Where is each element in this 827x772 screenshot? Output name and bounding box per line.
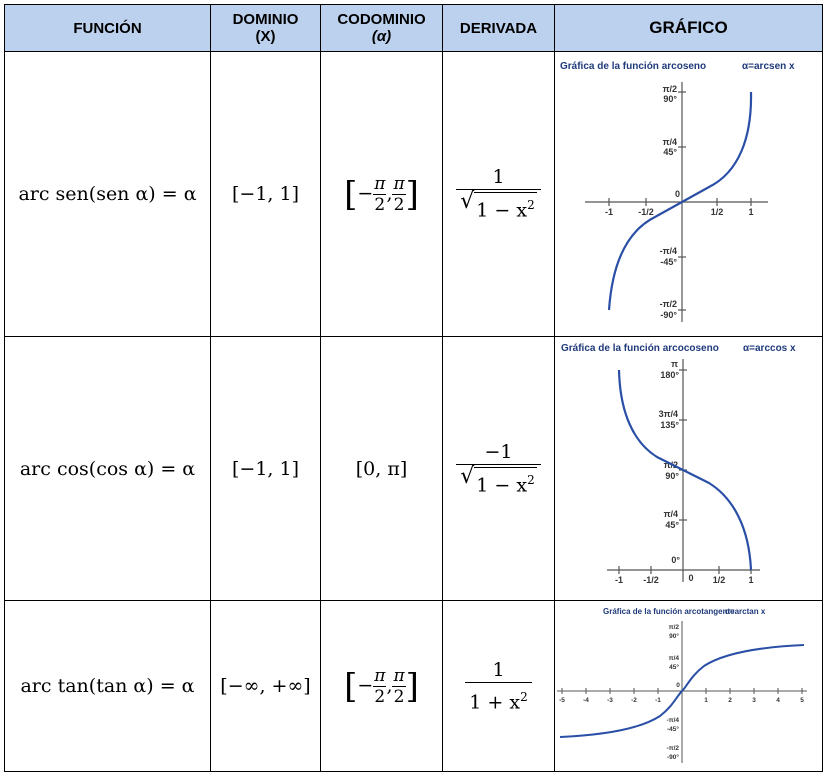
graph-formula: α=arccos x — [743, 343, 796, 354]
x-label: -5 — [559, 697, 565, 704]
x-label: 0 — [676, 682, 680, 689]
funcion-cell: arc sen(sen α) = α — [5, 52, 211, 337]
inverse-trig-table — [4, 4, 823, 772]
derivada-cell: −1 √ $1 - x^2$ — [443, 337, 555, 601]
header-grafico: GRÁFICO — [555, 5, 823, 52]
arcsin-graph — [555, 52, 822, 331]
x-label: 1/2 — [712, 575, 726, 585]
x-label: -4 — [583, 697, 589, 704]
arcsin-curve — [609, 92, 754, 310]
y-label: π/2 — [668, 624, 679, 631]
dominio-cell: [−1, 1] — [211, 337, 321, 601]
y-label: 90° — [669, 633, 679, 640]
y-label: π/4 — [662, 137, 677, 147]
header-funcion: FUNCIÓN — [5, 5, 211, 52]
y-label: 90° — [665, 471, 679, 481]
grafico-cell — [555, 601, 823, 772]
x-label: 1 — [748, 207, 754, 217]
funcion-cell: arc cos(cos α) = α — [5, 337, 211, 601]
graph-formula: α=arcsen x — [742, 61, 795, 72]
funcion-cell: arc tan(tan α) = α — [5, 601, 211, 772]
y-label: 180° — [660, 370, 679, 380]
graph-title: Gráfica de la función arcocoseno — [561, 343, 719, 354]
x-label: 1/2 — [710, 207, 724, 217]
grafico-cell — [555, 52, 823, 337]
y-label: 90° — [663, 94, 677, 104]
arccos-graph — [555, 337, 822, 595]
y-label: -45° — [667, 726, 679, 733]
y-label: π — [671, 359, 678, 369]
arccos-curve — [619, 370, 751, 570]
table-row-arctan — [5, 601, 823, 772]
y-label: π/2 — [662, 84, 677, 94]
header-row — [5, 5, 823, 52]
y-label: 0° — [671, 555, 680, 565]
derivada-cell: $\frac{1}{1 + x^2}$ — [443, 601, 555, 772]
x-label: 5 — [800, 697, 804, 704]
y-label: π/4 — [663, 509, 678, 519]
y-label: -90° — [667, 754, 679, 761]
graph-title: Gráfica de la función arcotangente — [603, 607, 735, 616]
x-label: -1/2 — [643, 575, 659, 585]
header-dominio: DOMINIO (X) — [211, 5, 321, 52]
y-label: 135° — [660, 420, 679, 430]
y-label: π/2 — [663, 460, 678, 470]
x-label: 3 — [752, 697, 756, 704]
y-label: -π/4 — [659, 246, 677, 256]
table-row-arccos — [5, 337, 823, 601]
y-label: -π/2 — [666, 745, 679, 752]
y-label: -π/4 — [666, 717, 679, 724]
derivada-cell: 1 √ $1 - x^2$ — [443, 52, 555, 337]
graph-formula: α=arctan x — [725, 607, 766, 616]
dominio-cell: [−∞, +∞] — [211, 601, 321, 772]
x-label: 4 — [776, 697, 780, 704]
graph-title: Gráfica de la función arcoseno — [560, 61, 707, 72]
y-label: 45° — [663, 147, 677, 157]
x-label: 2 — [728, 697, 732, 704]
x-label: 0 — [688, 573, 694, 583]
codominio-cell: [− $\frac{\pi}{2}$ , $\frac{\pi}{2}$ ] — [321, 52, 443, 337]
codominio-cell: [− $\frac{\pi}{2}$ , $\frac{\pi}{2}$ ] — [321, 601, 443, 772]
y-label: -90° — [660, 310, 677, 320]
x-label: -1 — [614, 575, 624, 585]
x-label: 1 — [748, 575, 754, 585]
x-label: -1 — [655, 697, 661, 704]
y-label: -π/2 — [659, 299, 677, 309]
origin-label: 0 — [674, 189, 680, 199]
x-label: -1/2 — [638, 207, 654, 217]
x-label: 1 — [704, 697, 708, 704]
arctan-graph — [555, 601, 822, 766]
dominio-cell: [−1, 1] — [211, 52, 321, 337]
y-label: 45° — [665, 520, 679, 530]
header-derivada: DERIVADA — [443, 5, 555, 52]
codominio-cell: [0, π] — [321, 337, 443, 601]
y-label: 45° — [669, 664, 679, 671]
x-label: -3 — [607, 697, 613, 704]
table-row-arcsin — [5, 52, 823, 337]
grafico-cell — [555, 337, 823, 601]
x-label: -1 — [604, 207, 614, 217]
y-label: -45° — [660, 257, 677, 267]
header-codominio: CODOMINIO (α) — [321, 5, 443, 52]
x-label: -2 — [631, 697, 637, 704]
y-label: π/4 — [668, 655, 679, 662]
y-label: 3π/4 — [658, 409, 678, 419]
